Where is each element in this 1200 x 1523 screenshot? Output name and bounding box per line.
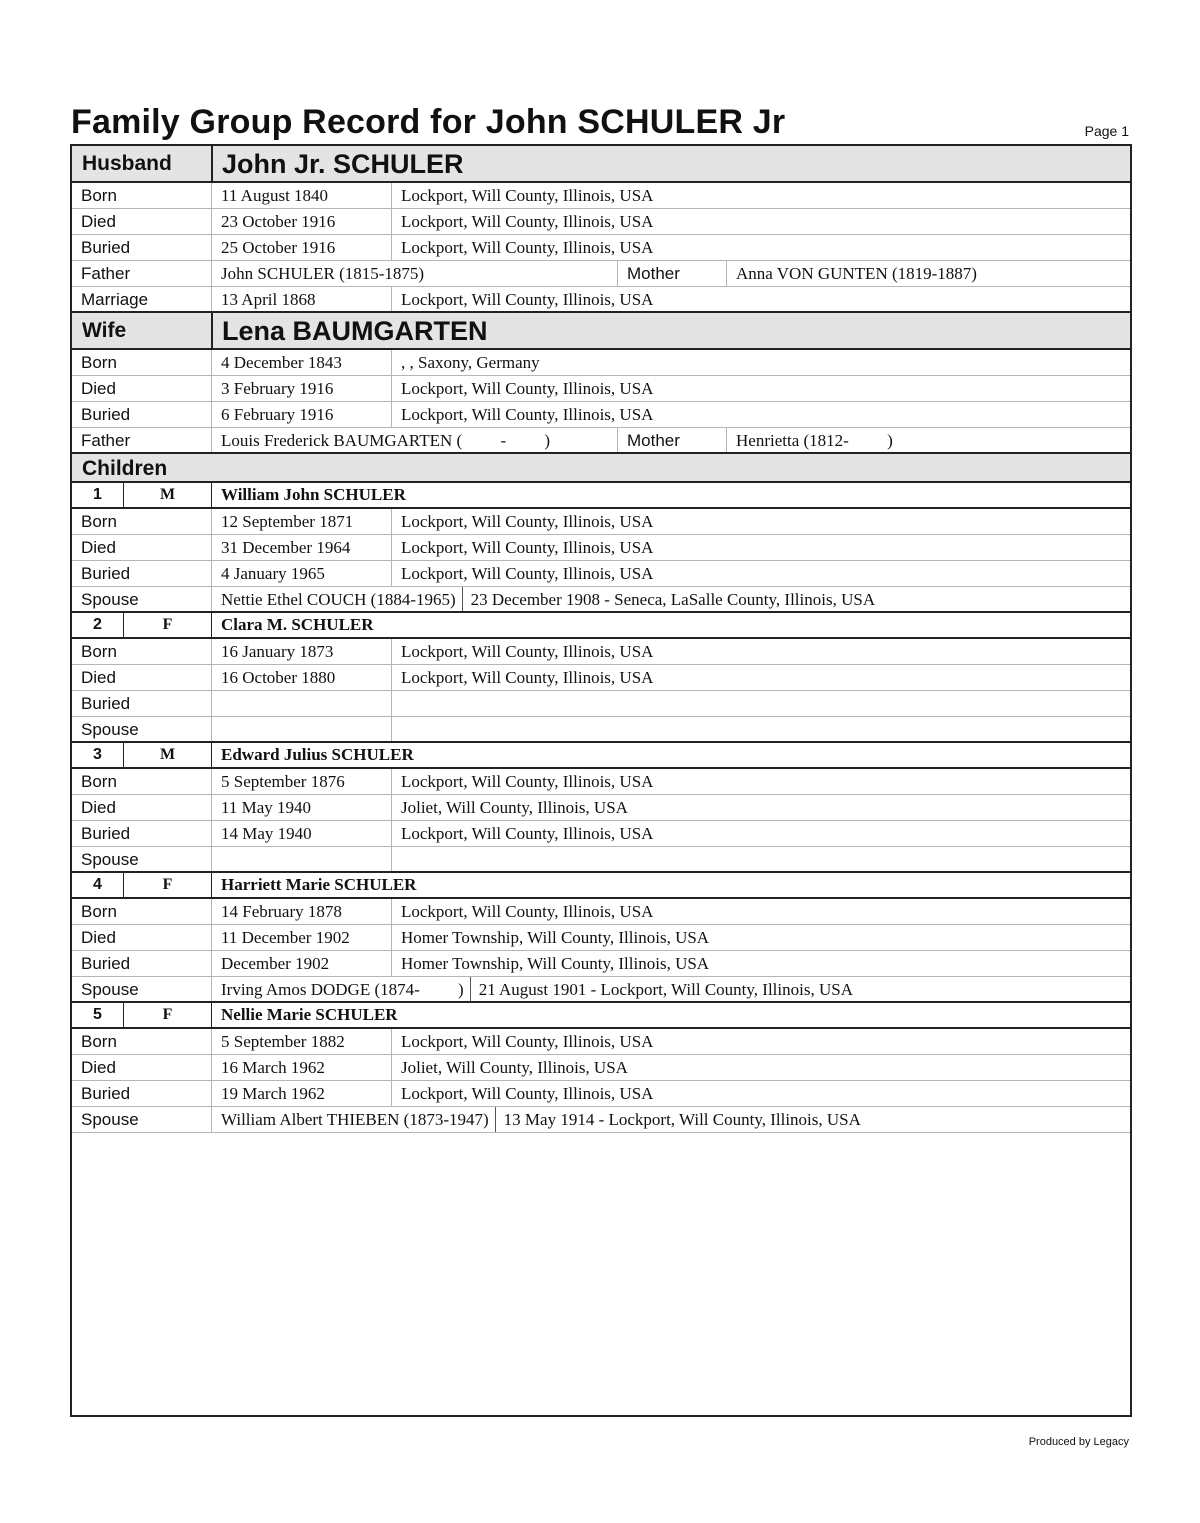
child-number: 2 <box>72 613 124 637</box>
child-buried-place: Lockport, Will County, Illinois, USA <box>391 1081 1130 1106</box>
died-label: Died <box>81 1058 116 1077</box>
child-buried-date: 4 January 1965 <box>211 561 391 586</box>
marriage-date: 13 April 1868 <box>211 287 391 311</box>
child-buried-place <box>391 691 1130 716</box>
child-born-place: Lockport, Will County, Illinois, USA <box>391 639 1130 664</box>
spouse-label: Spouse <box>81 850 139 869</box>
child-spouse-cell <box>211 587 1130 611</box>
child-buried-date: December 1902 <box>211 951 391 976</box>
child-spouse-row <box>72 1107 1130 1133</box>
buried-label: Buried <box>81 405 131 424</box>
child-spouse-name: Nettie Ethel COUCH (1884-1965) <box>221 587 463 611</box>
born-label: Born <box>81 902 117 921</box>
child-died-row <box>72 665 1130 691</box>
husband-section-label: Husband <box>82 152 172 175</box>
child-died-place: Homer Township, Will County, Illinois, USA <box>391 925 1130 950</box>
child-spouse-marriage: 13 May 1914 - Lockport, Will County, Illinois, USA <box>503 1110 861 1129</box>
child-died-row <box>72 535 1130 561</box>
child-name: Edward Julius SCHULER <box>211 743 1130 767</box>
died-label: Died <box>81 379 116 398</box>
died-label: Died <box>81 212 116 231</box>
died-label: Died <box>81 798 116 817</box>
child-born-row <box>72 899 1130 925</box>
husband-buried-date: 25 October 1916 <box>211 235 391 260</box>
child-spouse-cell <box>211 1107 1130 1132</box>
children-header <box>72 454 1130 483</box>
child-died-date: 16 October 1880 <box>211 665 391 690</box>
husband-died-row <box>72 209 1130 235</box>
wife-section-label: Wife <box>82 319 127 342</box>
child-buried-date: 14 May 1940 <box>211 821 391 846</box>
child-born-row <box>72 769 1130 795</box>
child-born-row <box>72 1029 1130 1055</box>
child-born-date: 14 February 1878 <box>211 899 391 924</box>
child-buried-row <box>72 561 1130 587</box>
husband-buried-place: Lockport, Will County, Illinois, USA <box>391 235 1130 260</box>
child-number: 1 <box>72 483 124 507</box>
spouse-label: Spouse <box>81 720 139 739</box>
wife-born-date: 4 December 1843 <box>211 350 391 375</box>
child-buried-place: Lockport, Will County, Illinois, USA <box>391 821 1130 846</box>
wife-born-place: , , Saxony, Germany <box>391 350 1130 375</box>
child-spouse-row <box>72 977 1130 1003</box>
child-name: Harriett Marie SCHULER <box>211 873 1130 897</box>
child-died-row <box>72 1055 1130 1081</box>
child-spouse-name: Irving Amos DODGE (1874- ) <box>221 977 471 1001</box>
buried-label: Buried <box>81 954 131 973</box>
child-buried-row <box>72 821 1130 847</box>
husband-born-date: 11 August 1840 <box>211 183 391 208</box>
child-number: 4 <box>72 873 124 897</box>
spouse-label: Spouse <box>81 1110 139 1129</box>
spouse-label: Spouse <box>81 980 139 999</box>
child-buried-row <box>72 1081 1130 1107</box>
child-born-row <box>72 509 1130 535</box>
family-record-table <box>70 144 1132 1417</box>
child-spouse-row <box>72 717 1130 743</box>
child-spouse-name: William Albert THIEBEN (1873-1947) <box>221 1107 496 1132</box>
child-spouse-marriage <box>391 847 1130 871</box>
child-born-date: 12 September 1871 <box>211 509 391 534</box>
page-title: Family Group Record for John SCHULER Jr <box>71 103 786 141</box>
wife-died-date: 3 February 1916 <box>211 376 391 401</box>
wife-parents-row <box>72 428 1130 454</box>
child-born-date: 16 January 1873 <box>211 639 391 664</box>
child-name: Nellie Marie SCHULER <box>211 1003 1130 1027</box>
child-died-row <box>72 795 1130 821</box>
child-born-place: Lockport, Will County, Illinois, USA <box>391 899 1130 924</box>
page-number: Page 1 <box>1084 123 1129 139</box>
buried-label: Buried <box>81 694 131 713</box>
husband-mother: Anna VON GUNTEN (1819-1887) <box>726 261 1130 286</box>
wife-name: Lena BAUMGARTEN <box>211 313 1130 348</box>
child-header-row <box>72 743 1130 769</box>
born-label: Born <box>81 772 117 791</box>
child-number: 5 <box>72 1003 124 1027</box>
died-label: Died <box>81 668 116 687</box>
child-spouse-cell <box>211 977 1130 1001</box>
wife-header <box>72 313 1130 350</box>
buried-label: Buried <box>81 564 131 583</box>
mother-label: Mother <box>617 261 726 286</box>
marriage-row <box>72 287 1130 313</box>
child-buried-place: Lockport, Will County, Illinois, USA <box>391 561 1130 586</box>
wife-buried-row <box>72 402 1130 428</box>
child-spouse-name <box>211 717 391 741</box>
child-sex: F <box>162 616 173 633</box>
child-born-date: 5 September 1882 <box>211 1029 391 1054</box>
husband-died-date: 23 October 1916 <box>211 209 391 234</box>
buried-label: Buried <box>81 824 131 843</box>
husband-born-place: Lockport, Will County, Illinois, USA <box>391 183 1130 208</box>
child-spouse-row <box>72 587 1130 613</box>
child-buried-row <box>72 951 1130 977</box>
husband-name: John Jr. SCHULER <box>211 146 1130 181</box>
child-header-row <box>72 873 1130 899</box>
died-label: Died <box>81 538 116 557</box>
producer-credit: Produced by Legacy <box>1028 1436 1129 1448</box>
wife-buried-place: Lockport, Will County, Illinois, USA <box>391 402 1130 427</box>
wife-father: Louis Frederick BAUMGARTEN ( - ) <box>211 428 617 452</box>
buried-label: Buried <box>81 238 131 257</box>
child-born-place: Lockport, Will County, Illinois, USA <box>391 1029 1130 1054</box>
mother-label: Mother <box>617 428 726 452</box>
child-spouse-marriage: 23 December 1908 - Seneca, LaSalle County, Illinois, USA <box>470 590 876 609</box>
child-died-row <box>72 925 1130 951</box>
child-header-row <box>72 613 1130 639</box>
child-died-date: 11 May 1940 <box>211 795 391 820</box>
child-buried-date <box>211 691 391 716</box>
marriage-label: Marriage <box>81 290 149 309</box>
born-label: Born <box>81 186 117 205</box>
child-born-date: 5 September 1876 <box>211 769 391 794</box>
child-buried-date: 19 March 1962 <box>211 1081 391 1106</box>
buried-label: Buried <box>81 1084 131 1103</box>
husband-parents-row <box>72 261 1130 287</box>
child-name: Clara M. SCHULER <box>211 613 1130 637</box>
died-label: Died <box>81 928 116 947</box>
child-spouse-marriage <box>391 717 1130 741</box>
child-spouse-name <box>211 847 391 871</box>
child-died-place: Joliet, Will County, Illinois, USA <box>391 795 1130 820</box>
born-label: Born <box>81 1032 117 1051</box>
spouse-label: Spouse <box>81 590 139 609</box>
child-died-place: Lockport, Will County, Illinois, USA <box>391 665 1130 690</box>
marriage-place: Lockport, Will County, Illinois, USA <box>391 287 1130 311</box>
wife-buried-date: 6 February 1916 <box>211 402 391 427</box>
child-sex: F <box>162 1006 173 1023</box>
child-buried-row <box>72 691 1130 717</box>
child-born-place: Lockport, Will County, Illinois, USA <box>391 769 1130 794</box>
child-died-place: Lockport, Will County, Illinois, USA <box>391 535 1130 560</box>
husband-header <box>72 146 1130 183</box>
husband-father: John SCHULER (1815-1875) <box>211 261 617 286</box>
child-name: William John SCHULER <box>211 483 1130 507</box>
born-label: Born <box>81 353 117 372</box>
children-section-label: Children <box>82 457 168 480</box>
child-sex: M <box>159 486 176 503</box>
child-born-row <box>72 639 1130 665</box>
child-header-row <box>72 483 1130 509</box>
child-sex: F <box>162 876 173 893</box>
husband-buried-row <box>72 235 1130 261</box>
child-sex: M <box>159 746 176 763</box>
husband-born-row <box>72 183 1130 209</box>
child-born-place: Lockport, Will County, Illinois, USA <box>391 509 1130 534</box>
child-died-place: Joliet, Will County, Illinois, USA <box>391 1055 1130 1080</box>
child-spouse-marriage: 21 August 1901 - Lockport, Will County, Illinois, USA <box>478 980 853 999</box>
father-label: Father <box>81 264 131 283</box>
wife-died-place: Lockport, Will County, Illinois, USA <box>391 376 1130 401</box>
wife-mother: Henrietta (1812- ) <box>726 428 1130 452</box>
child-died-date: 11 December 1902 <box>211 925 391 950</box>
wife-died-row <box>72 376 1130 402</box>
father-label: Father <box>81 431 131 450</box>
wife-born-row <box>72 350 1130 376</box>
child-number: 3 <box>72 743 124 767</box>
born-label: Born <box>81 512 117 531</box>
child-spouse-row <box>72 847 1130 873</box>
child-buried-place: Homer Township, Will County, Illinois, USA <box>391 951 1130 976</box>
born-label: Born <box>81 642 117 661</box>
child-died-date: 16 March 1962 <box>211 1055 391 1080</box>
child-died-date: 31 December 1964 <box>211 535 391 560</box>
husband-died-place: Lockport, Will County, Illinois, USA <box>391 209 1130 234</box>
child-header-row <box>72 1003 1130 1029</box>
